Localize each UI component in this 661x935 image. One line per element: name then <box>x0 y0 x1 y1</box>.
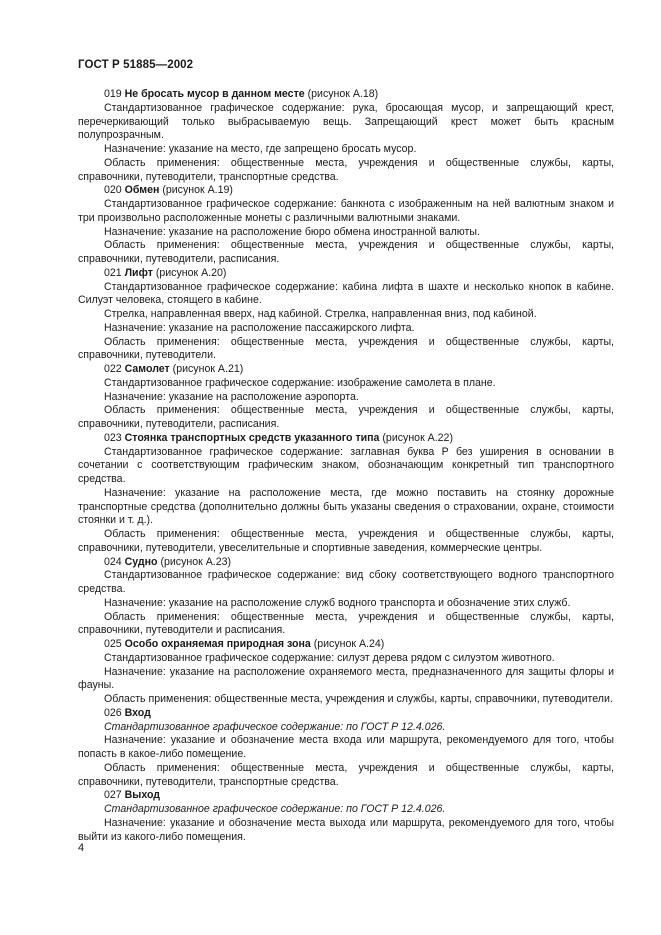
paragraph: Стандартизованное графическое содержание: вид сбоку соответствующего водного транспортного средства. <box>78 569 614 595</box>
section-title: Не бросать мусор в данном месте <box>124 88 305 100</box>
paragraph: Назначение: указание на расположение аэропорта. <box>104 390 359 403</box>
paragraph: Назначение: указание на расположение бюро обмена иностранной валюты. <box>104 225 480 238</box>
section-heading <box>78 184 614 198</box>
figure-reference: (рисунок А.19) <box>159 184 233 197</box>
section-title: Стоянка транспортных средств указанного типа <box>124 431 380 444</box>
paragraph: Область применения: общественные места, учреждения и общественные службы, карты, справочники, путеводители и расписания. <box>78 610 614 637</box>
section-number: 022 <box>104 363 125 375</box>
section-heading <box>78 789 614 803</box>
paragraph: Стандартизованное графическое содержание: силуэт дерева рядом с силуэтом животного. <box>104 651 555 664</box>
section-number: 024 <box>104 555 125 568</box>
section-number: 020 <box>104 184 125 197</box>
section-heading <box>78 707 614 721</box>
paragraph: Назначение: указание на расположение места, где можно поставить на стоянку дорожные транспортные средства (дополнительно должны быть указаны сведения о страховании, охране, стоимости стоянки и т. д.). <box>78 486 614 527</box>
section-title: Судно <box>124 555 158 568</box>
paragraph: Стандартизованное графическое содержание: изображение самолета в плане. <box>104 376 496 389</box>
paragraph: Назначение: указание на расположение охраняемого места, предназначенного для защиты флоры и фауны. <box>78 665 614 692</box>
paragraph: Область применения: общественные места, учреждения и общественные службы, карты, справочники, путеводители, увеселительные и спортивные заведения, коммерческие центры. <box>78 528 614 554</box>
section-title: Выход <box>124 789 161 802</box>
section-number: 023 <box>104 431 125 444</box>
paragraph: Стандартизованное графическое содержание: по ГОСТ Р 12.4.026. <box>104 803 446 815</box>
document-body <box>78 88 614 844</box>
section-heading <box>78 638 614 652</box>
paragraph: Область применения: общественные места, учреждения и службы, карты, справочники, путеводители. <box>104 693 613 705</box>
section-title: Вход <box>124 706 151 719</box>
document-header: ГОСТ Р 51885—2002 <box>78 59 194 71</box>
figure-reference: (рисунок А.18) <box>304 88 379 100</box>
paragraph: Стандартизованное графическое содержание: по ГОСТ Р 12.4.026. <box>104 720 446 733</box>
figure-reference: (рисунок А.22) <box>379 431 453 444</box>
section-title: Особо охраняемая природная зона <box>124 638 311 650</box>
section-heading <box>78 363 614 377</box>
page-number: 4 <box>78 842 85 854</box>
paragraph: Стандартизованное графическое содержание: заглавная буква Р без уширения в основании в сочетании с соответствующим графическим знаком, обозначающим конкретный тип транспортного средства. <box>78 445 614 485</box>
paragraph: Стрелка, направленная вверх, над кабиной. Стрелка, направленная вниз, под кабиной. <box>104 308 537 320</box>
paragraph: Стандартизованное графическое содержание: банкнота с изображенным на ней валютным знаком и три произвольно расположенные монеты с различными валютными знаками. <box>78 198 614 224</box>
figure-reference: (рисунок А.21) <box>169 363 244 375</box>
figure-reference: (рисунок А.20) <box>152 266 227 279</box>
section-title: Лифт <box>124 266 153 279</box>
paragraph: Область применения: общественные места, учреждения и общественные службы, карты, справочники, путеводители. <box>78 335 614 362</box>
section-number: 019 <box>104 88 125 100</box>
paragraph: Область применения: общественные места, учреждения и общественные службы, карты, справочники, путеводители, транспортные средства. <box>78 156 614 183</box>
paragraph: Назначение: указание на расположение пассажирского лифта. <box>104 321 415 334</box>
paragraph: Назначение: указание на расположение служб водного транспорта и обозначение этих служб. <box>104 596 571 609</box>
section-number: 027 <box>104 789 125 802</box>
paragraph: Область применения: общественные места, учреждения и общественные службы, карты, справочники, путеводители, расписания. <box>78 404 614 430</box>
paragraph: Область применения: общественные места, учреждения и общественные службы, карты, справочники, путеводители, расписания. <box>78 239 614 265</box>
paragraph: Назначение: указание и обозначение места выхода или маршрута, рекомендуемого для того, чтобы выйти из какого-либо помещения. <box>78 816 614 843</box>
section-heading <box>78 267 614 281</box>
section-heading <box>78 88 614 102</box>
paragraph: Стандартизованное графическое содержание: кабина лифта в шахте и несколько кнопок в кабине. Силуэт человека, стоящего в кабине. <box>78 280 614 307</box>
section-title: Обмен <box>124 184 160 197</box>
figure-reference: (рисунок А.24) <box>310 638 385 650</box>
section-number: 025 <box>104 638 125 650</box>
section-number: 026 <box>104 706 125 719</box>
section-title: Самолет <box>124 363 170 375</box>
paragraph: Назначение: указание на место, где запрещено бросать мусор. <box>104 143 417 155</box>
section-number: 021 <box>104 266 125 279</box>
figure-reference: (рисунок А.23) <box>157 555 232 568</box>
paragraph: Стандартизованное графическое содержание: рука, бросающая мусор, и запрещающий крест, перечеркивающий только выбрасываемую вещь. Запрещающий крест может быть красным полупрозрачным. <box>78 101 614 142</box>
paragraph: Область применения: общественные места, учреждения и общественные службы, карты, справочники, путеводители, транспортные средства. <box>78 761 614 788</box>
section-heading <box>78 432 614 446</box>
paragraph: Назначение: указание и обозначение места входа или маршрута, рекомендуемого для того, чтобы попасть в какое-либо помещение. <box>78 734 614 760</box>
section-heading <box>78 556 614 570</box>
